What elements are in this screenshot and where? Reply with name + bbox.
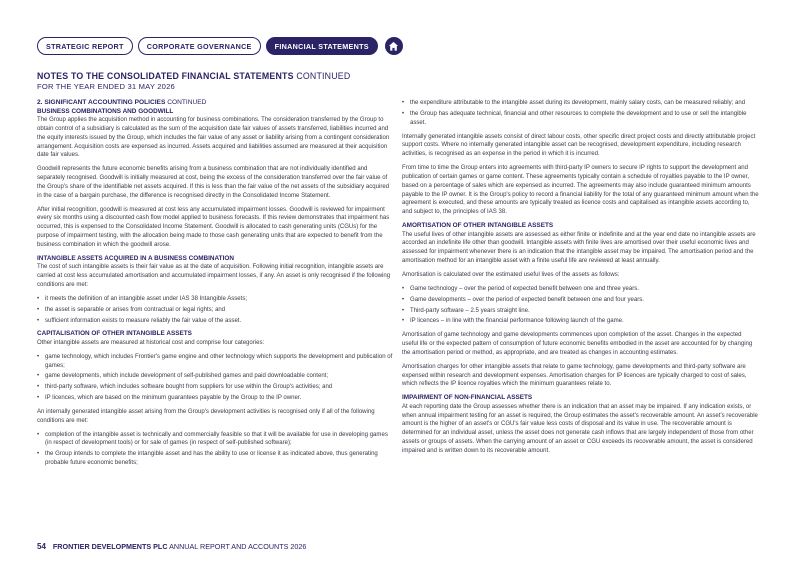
heading-impairment: IMPAIRMENT OF NON-FINANCIAL ASSETS <box>402 394 533 402</box>
bullet-list <box>37 431 394 468</box>
paragraph: Other intangible assets are measured at historical cost and comprise four categories: <box>37 339 265 346</box>
list-item: • completion of the intangible asset is technically and commercially feasible so that it will be available for use in developing games (in respect of development tools) or for sale of games (in respect of self-published software); <box>37 431 394 449</box>
heading-business-combinations: BUSINESS COMBINATIONS AND GOODWILL <box>37 107 174 115</box>
page-number: 54 <box>37 542 46 551</box>
nav-strategic-report[interactable]: STRATEGIC REPORT <box>37 37 133 55</box>
list-item: • the Group has adequate technical, financial and other resources to complete the development and to use or sell the intangible asset. <box>402 110 759 128</box>
list-item: • Third-party software – 2.5 years straight line. <box>402 307 759 316</box>
paragraph: The cost of such intangible assets is their fair value as at the date of acquisition. Following initial recognition, intangible assets are carried at cost less accumulated amortisation and accumulated impairment losses, if any. An asset is only recognised if the following conditions are met: <box>37 264 391 288</box>
list-item: • Game developments – over the period of expected benefit between one and four years. <box>402 296 759 305</box>
heading-intangible-acquired: INTANGIBLE ASSETS ACQUIRED IN A BUSINESS COMBINATION <box>37 254 234 262</box>
list-item: • IP licences – in line with the financial performance following launch of the game. <box>402 317 759 326</box>
left-column <box>37 99 394 473</box>
bullet-list <box>37 295 394 326</box>
heading-capitalisation: CAPITALISATION OF OTHER INTANGIBLE ASSETS <box>37 330 192 338</box>
list-item: • the expenditure attributable to the intangible asset during its development, mainly salary costs, can be measured reliably; and <box>402 99 759 108</box>
paragraph: At each reporting date the Group assesses whether there is an indication that an asset may be impaired. If any indication exists, or when annual impairment testing for an asset is required, the Group estimates the asset's recoverable amount. An asset's recoverable amount is the higher of an asset's or CGU's fair value less costs of disposal and its value in use. The recoverable amount is determined for an individual asset, unless the asset does not generate cash inflows that are largely independent of those from other assets or groups of assets. When the carrying amount of an asset or CGU exceeds its recoverable amount, the asset is considered impaired and is written down to its recoverable amount. <box>402 403 758 454</box>
page-footer <box>37 542 306 551</box>
home-button[interactable] <box>385 37 403 55</box>
page-subtitle: FOR THE YEAR ENDED 31 MAY 2026 <box>37 82 175 91</box>
nav-financial-statements[interactable]: FINANCIAL STATEMENTS <box>266 37 378 55</box>
list-item: • the asset is separable or arises from contractual or legal rights; and <box>37 306 394 315</box>
home-icon <box>388 41 399 52</box>
paragraph: The useful lives of other intangible assets are assessed as either finite or indefinite and at the year end date no intangible assets are accorded an indefinite life other than goodwill. Intangible assets with finite lives are amortised over their useful economic lives and assessed for impairment whenever there is an indication that the intangible asset may be impaired. The amortisation period and the amortisation method for an intangible asset with a finite useful life are reviewed at least annually. <box>402 231 756 265</box>
paragraph: From time to time the Group enters into agreements with third-party IP owners to secure IP rights to support the development and publication of certain games or game content. These agreements typically contain a schedule of royalties payable to the IP owner, based on a percentage of sales which are expensed as incurred. The agreements may also include guaranteed minimum amounts payable to the IP owner. It is the Group's policy to record a financial liability for the total of any guaranteed minimum amount when the agreement is executed, and these amounts are typically treated as licence costs and capitalised as intangible assets according to, and subject to, the principles of IAS 38. <box>402 165 759 216</box>
list-item: • IP licences, which are based on the minimum guarantees payable by the Group to the IP owner. <box>37 394 394 403</box>
list-item: • sufficient information exists to measure reliably the fair value of the asset. <box>37 317 394 326</box>
paragraph: Amortisation is calculated over the estimated useful lives of the assets as follows: <box>402 272 620 278</box>
heading-amortisation: AMORTISATION OF OTHER INTANGIBLE ASSETS <box>402 222 554 230</box>
nav-corporate-governance[interactable]: CORPORATE GOVERNANCE <box>138 37 261 55</box>
paragraph: Amortisation charges for other intangible assets that relate to game technology, game developments and third-party software are expensed within research and development expenses. Amortisation charges for IP licences are typically charged to cost of sales, which reflects the IP licence royalties which the minimum guarantees relate to. <box>402 363 747 388</box>
list-item: • third-party software, which includes software bought from suppliers for use within the Group's activities; and <box>37 383 394 392</box>
page-title: NOTES TO THE CONSOLIDATED FINANCIAL STATEMENTS CONTINUED <box>37 71 351 81</box>
top-navigation <box>37 37 403 55</box>
list-item: • it meets the definition of an intangible asset under IAS 38 Intangible Assets; <box>37 295 394 304</box>
paragraph: After initial recognition, goodwill is measured at cost less any accumulated impairment losses. Goodwill is reviewed for impairment every six months using a discounted cash flow model applied to business forecasts. If this review demonstrates that impairment has occurred, this is expensed to the Consolidated Income Statement. Goodwill is allocated to cash generating units (CGUs) for the purpose of impairment testing, with the allocation being made to those cash generating units that are expected to benefit from the business combination in which the goodwill arose. <box>37 206 390 248</box>
footer-text: FRONTIER DEVELOPMENTS PLC ANNUAL REPORT AND ACCOUNTS 2026 <box>52 542 307 551</box>
paragraph: Amortisation of game technology and game developments commences upon completion of the asset. Changes in the expected useful life or the expected pattern of consumption of future economic benefits embodied in the asset are accounted for by changing the amortisation period or method, as appropriate, and are treated as changes in accounting estimates. <box>402 332 753 356</box>
paragraph: Goodwill represents the future economic benefits arising from a business combination that are not individually identified and separately recognised. Goodwill is initially measured at cost, being the excess of the consideration transferred over the fair value of the Group's share of the identifiable net assets acquired. If this is less than the fair value of the net assets of the subsidiary acquired in the case of a bargain purchase, the difference is recognised directly in the Consolidated Income Statement. <box>37 166 390 199</box>
paragraph: The Group applies the acquisition method in accounting for business combinations. The consideration transferred by the Group to obtain control of a subsidiary is calculated as the sum of the acquisition date fair values of assets transferred, liabilities incurred and the equity interests issued by the Group, which includes the fair value of any asset or liability arising from a contingent consideration arrangement. Acquisition costs are expensed as incurred. Assets acquired and liabilities assumed are measured at their acquisition date fair values. <box>37 117 390 159</box>
section-heading: 2. SIGNIFICANT ACCOUNTING POLICIES CONTINUED <box>37 99 207 106</box>
bullet-list <box>402 285 759 326</box>
paragraph: Internally generated intangible assets consist of direct labour costs, other specific direct project costs and directly attributable project support costs. Where no internally generated intangible asset can be recognised, development expenditure, including research activities, is recognised as an expense in the period in which it is incurred. <box>402 133 756 158</box>
list-item: • Game technology – over the period of expected benefit between one and three years. <box>402 285 759 294</box>
list-item: • game developments, which include development of self-published games and paid downloadable content; <box>37 372 394 381</box>
bullet-list <box>37 353 394 403</box>
bullet-list <box>402 99 759 128</box>
page-header <box>37 71 350 91</box>
right-column <box>402 99 759 461</box>
list-item: • game technology, which includes Frontier's game engine and other technology which supports the development and publication of games; <box>37 353 394 371</box>
list-item: • the Group intends to complete the intangible asset and has the ability to use or license it as indicated above, thus generating probable future economic benefits; <box>37 450 394 468</box>
paragraph: An internally generated intangible asset arising from the Group's development activities is recognised only if all of the following conditions are met: <box>37 408 375 424</box>
